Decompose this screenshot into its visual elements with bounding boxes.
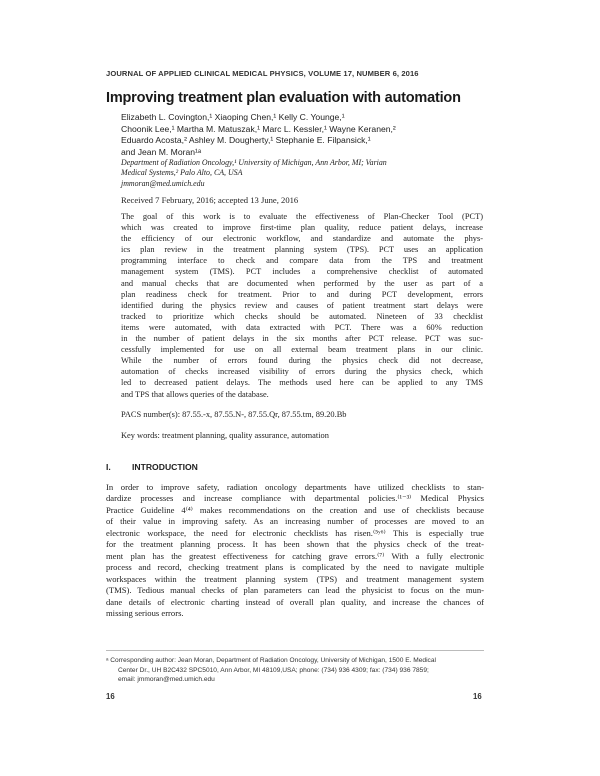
abstract-line: The goal of this work is to evaluate the effectiveness of Plan-Checker Tool (PCT) — [121, 212, 483, 221]
footnote-line: Center Dr., UH B2C432 SPC5010, Ann Arbor, MI 48109,USA; phone: (734) 936 4309; fax: (734) 936 7859; — [118, 666, 429, 674]
footnote-email: email: jmmoran@med.umich.edu — [118, 676, 215, 684]
keywords: Key words: treatment planning, quality assurance, automation — [121, 431, 329, 440]
abstract-line: ics plan review in the treatment planning system (TPS). PCT uses an application — [121, 245, 483, 255]
body-line: dane details of electronic charting instead of overall plan quality, and increase the chances of — [106, 596, 484, 607]
footnote-rule — [106, 650, 484, 651]
author-line: and Jean M. Moran¹ᵃ — [121, 146, 202, 157]
footnote — [106, 656, 436, 685]
abstract-line: and TPS that allows queries of the database. — [121, 389, 269, 399]
body-line: for the treatment planning process. It has been shown that the physics check of the treat- — [106, 539, 484, 550]
footnote-line: ᵃ Corresponding author: Jean Moran, Department of Radiation Oncology, University of Michigan, 1500 E. Medical — [106, 657, 436, 664]
body-line: ment plan has the greatest effectiveness for catching grave errors.⁽⁷⁾ With a fully electronic — [106, 550, 484, 561]
body-line: workspaces within the treatment planning system (TPS) and treatment management system — [106, 573, 484, 584]
abstract-line: programming interface to check and compare data from the TPS and treatment — [121, 256, 483, 266]
abstract-line: items were automated, with data extracted with PCT. There was a 60% reduction — [121, 322, 483, 332]
section-heading — [106, 462, 198, 472]
body-line: missing serious errors. — [106, 607, 184, 618]
author-line: Eduardo Acosta,² Ashley M. Dougherty,¹ Stephanie E. Filpansick,¹ — [121, 135, 371, 146]
abstract-line: tracked to prioritize which checks should be automated. Nineteen of 33 checklist — [121, 311, 483, 321]
abstract-line: automation of checks increased visibility of errors during the physics check, which — [121, 367, 483, 377]
body-line: Practice Guideline 4⁽⁴⁾ makes recommendations on the creation and use of checklists because — [106, 504, 484, 515]
introduction-text — [106, 482, 484, 619]
abstract-line: and manual checks that are documented when performed by the user as part of a — [121, 278, 483, 288]
abstract-line: led to decreased patient delays. The methods used here can be applied to any TMS — [121, 378, 483, 388]
contact-email: jmmoran@med.umich.edu — [121, 178, 205, 188]
body-line: of their value in improving safety. As an increasing number of processes are moved to an — [106, 516, 484, 527]
body-line: dardize processes and increase compliance with departmental policies.⁽¹⁻³⁾ Medical Physics — [106, 493, 484, 504]
section-number: I. — [106, 462, 111, 472]
body-line: electronic workspace, the need for electronic checklists has risen.⁽⁵ʸ⁶⁾ This is especially true — [106, 527, 484, 538]
author-line: Elizabeth L. Covington,¹ Xiaoping Chen,¹ Kelly C. Younge,¹ — [121, 112, 345, 122]
abstract-line: While the number of errors found during the physics check did not decrease, — [121, 356, 483, 366]
abstract-line: cessfully implemented for use on all external beam treatment plans in our clinic. — [121, 345, 483, 355]
section-title: INTRODUCTION — [132, 462, 198, 472]
abstract-line: in the number of patient delays in the six months after PCT release. PCT was suc- — [121, 334, 483, 344]
page-number-right: 16 — [473, 692, 482, 701]
affiliation-line: Medical Systems,² Palo Alto, CA, USA — [121, 168, 243, 178]
author-line: Choonik Lee,¹ Martha M. Matuszak,¹ Marc L. Kessler,¹ Wayne Keranen,² — [121, 123, 396, 134]
body-line: process and record, checking treatment plans is complicated by the need to navigate multiple — [106, 562, 484, 573]
body-line: In order to improve safety, radiation oncology departments have utilized checklists to stan- — [106, 482, 484, 492]
paper-title: Improving treatment plan evaluation with automation — [106, 90, 461, 106]
affiliation-block — [121, 158, 387, 189]
body-line: (TMS). Tedious manual checks of plan parameters can lead the physicist to focus on the mun- — [106, 585, 484, 596]
author-list — [121, 112, 396, 158]
abstract — [121, 211, 483, 400]
abstract-line: plan readiness check for treatment. Prior to and during PCT development, errors — [121, 289, 483, 299]
abstract-line: the efficiency of our electronic workflow, and standardize and automate the phys- — [121, 234, 483, 244]
pacs-numbers: PACS number(s): 87.55.-x, 87.55.N-, 87.55.Qr, 87.55.tm, 89.20.Bb — [121, 410, 347, 419]
abstract-line: identified during the physics review and causes of patient treatment start delays were — [121, 300, 483, 310]
page-number-left: 16 — [106, 692, 115, 701]
journal-header: JOURNAL OF APPLIED CLINICAL MEDICAL PHYSICS, VOLUME 17, NUMBER 6, 2016 — [106, 69, 419, 78]
abstract-line: management system (TMS). PCT includes a comprehensive checklist of automated — [121, 267, 483, 277]
affiliation-line: Department of Radiation Oncology,¹ University of Michigan, Ann Arbor, MI; Varian — [121, 158, 387, 167]
abstract-line: which was created to improve first-time plan quality, reduce patient delays, increase — [121, 223, 483, 233]
received-dates: Received 7 February, 2016; accepted 13 June, 2016 — [121, 195, 299, 205]
